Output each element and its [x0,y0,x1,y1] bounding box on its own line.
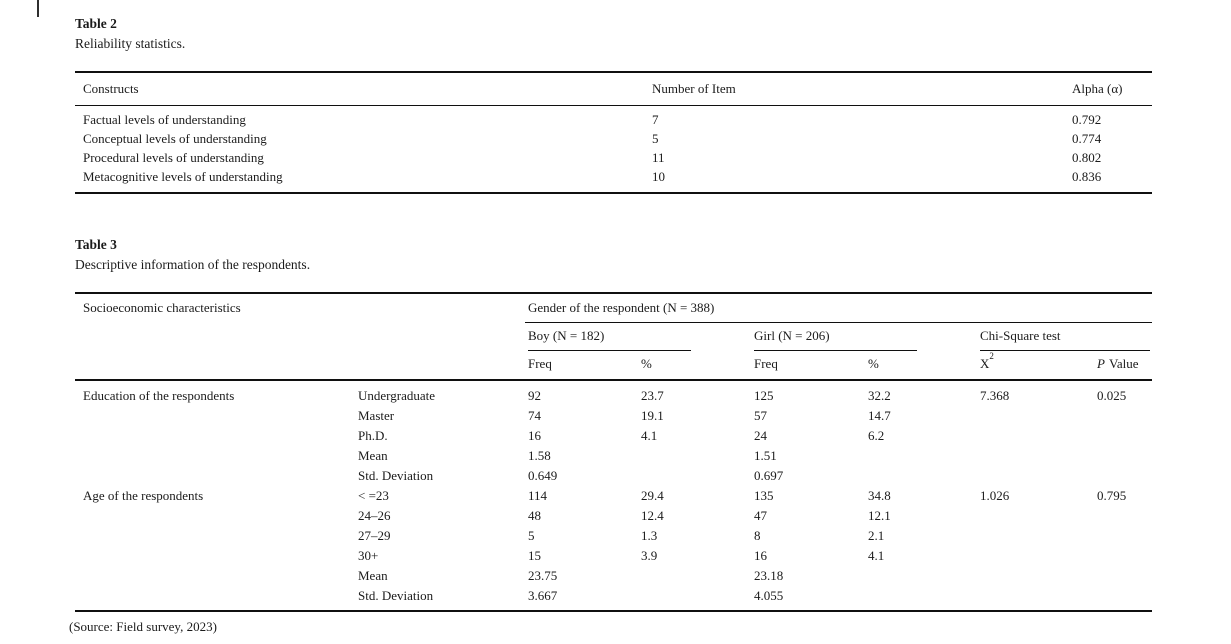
table2-label: Table 2 [75,16,117,31]
cell-x2 [977,426,1094,446]
table3-header-chi-square-stat [977,351,1094,380]
cell-x2: 7.368 [980,388,1010,403]
table-row [75,506,1152,526]
cell-girl-freq: 24 [754,428,767,443]
cell-boy-pct: 19.1 [641,408,664,423]
table-row [75,586,1152,611]
table-row [75,426,1152,446]
table-row [75,526,1152,546]
cell-x2 [977,446,1094,466]
table-row [75,148,1152,167]
table3-header-row-groups [75,323,1152,352]
cell-boy-pct [638,566,751,586]
table3-header-girl-group [751,323,977,352]
cell-boy-freq: 3.667 [528,588,558,603]
table2-reliability-statistics [75,71,1152,194]
cell-x2 [977,406,1094,426]
boy-group-label: Boy (N = 182) [528,328,691,351]
cell-group [75,506,355,526]
table3-descriptive-information [75,292,1152,612]
table-row [75,466,1152,486]
cell-boy-pct: 1.3 [641,528,658,543]
cell-p-value [1094,426,1152,446]
cell-category: Mean [358,448,388,463]
cell-boy-pct: 12.4 [641,508,664,523]
cell-items: 5 [652,131,659,146]
page-corner-mark [37,0,39,17]
table3-header-spacer [355,323,525,352]
x2-superscript: 2 [989,350,994,361]
table-row [75,167,1152,193]
cell-girl-freq: 135 [754,488,774,503]
table-row [75,129,1152,148]
table3-header-spacer [355,293,525,323]
cell-category: Std. Deviation [358,468,434,483]
cell-p-value [1094,406,1152,426]
cell-girl-pct: 4.1 [868,548,885,563]
cell-x2 [977,586,1094,611]
cell-boy-freq: 16 [528,428,541,443]
cell-group [75,546,355,566]
table3-source-note: (Source: Field survey, 2023) [69,619,217,634]
cell-boy-pct: 4.1 [641,428,658,443]
cell-category: Std. Deviation [358,588,434,603]
table-row [75,106,1152,130]
table-row [75,546,1152,566]
cell-girl-pct [865,446,977,466]
cell-x2: 1.026 [980,488,1010,503]
cell-alpha: 0.774 [1072,131,1102,146]
cell-group [75,526,355,546]
cell-boy-freq: 23.75 [528,568,558,583]
cell-boy-freq: 92 [528,388,541,403]
cell-girl-pct: 14.7 [868,408,891,423]
cell-construct: Factual levels of understanding [83,112,246,127]
table2-header-alpha: Alpha (α) [1070,72,1152,106]
cell-boy-pct: 23.7 [641,388,664,403]
cell-items: 10 [652,169,665,184]
cell-group [75,586,355,611]
cell-girl-freq: 0.697 [754,468,784,483]
girl-group-label: Girl (N = 206) [754,328,917,351]
cell-category: Ph.D. [358,428,388,443]
table-row [75,486,1152,506]
cell-group [75,446,355,466]
table-row [75,566,1152,586]
cell-boy-freq: 15 [528,548,541,563]
cell-group [75,566,355,586]
cell-boy-freq: 74 [528,408,541,423]
cell-x2 [977,566,1094,586]
table3-header-row-measures [75,351,1152,380]
table-row [75,446,1152,466]
cell-x2 [977,466,1094,486]
table3-header-gender-group: Gender of the respondent (N = 388) [525,293,1152,323]
cell-construct: Conceptual levels of understanding [83,131,267,146]
table-row [75,380,1152,406]
table3-header-socioeconomic: Socioeconomic characteristics [83,300,241,315]
cell-boy-freq: 114 [528,488,548,503]
cell-girl-pct: 2.1 [868,528,885,543]
chi-square-group-label: Chi-Square test [980,328,1150,351]
cell-group [75,466,355,486]
table3-header-p-value [1094,351,1152,380]
cell-p-value [1094,586,1152,611]
cell-items: 11 [652,150,665,165]
cell-group: Education of the respondents [83,388,235,403]
cell-p-value [1094,526,1152,546]
cell-boy-pct [638,466,751,486]
cell-boy-pct [638,586,751,611]
cell-girl-freq: 16 [754,548,767,563]
cell-girl-pct: 12.1 [868,508,891,523]
cell-category: Mean [358,568,388,583]
cell-girl-pct: 34.8 [868,488,891,503]
cell-items: 7 [652,112,659,127]
cell-category: < =23 [358,488,389,503]
cell-girl-freq: 57 [754,408,767,423]
p-italic: P [1097,356,1105,371]
cell-p-value [1094,446,1152,466]
cell-p-value [1094,506,1152,526]
table3-header-boy-freq: Freq [525,351,638,380]
cell-boy-pct: 29.4 [641,488,664,503]
cell-girl-freq: 1.51 [754,448,777,463]
cell-boy-pct: 3.9 [641,548,658,563]
cell-x2 [977,506,1094,526]
table3-header-girl-freq: Freq [751,351,865,380]
cell-girl-freq: 125 [754,388,774,403]
x2-base: X [980,356,990,371]
table3-header-spacer [355,351,525,380]
cell-girl-pct: 6.2 [868,428,885,443]
cell-x2 [977,526,1094,546]
p-rest: Value [1108,356,1139,371]
table3-header-spacer [75,323,355,352]
table2-header-number-of-item: Number of Item [650,72,1070,106]
cell-boy-freq: 0.649 [528,468,558,483]
table2-header-row [75,72,1152,106]
table3-header-boy-group [525,323,751,352]
cell-boy-freq: 48 [528,508,541,523]
table3-header-spacer [75,351,355,380]
cell-group [75,406,355,426]
cell-girl-pct [865,466,977,486]
table3-header-row-gender [75,293,1152,323]
table2-caption: Reliability statistics. [75,36,186,51]
cell-p-value: 0.795 [1097,488,1127,503]
cell-alpha: 0.836 [1072,169,1102,184]
cell-construct: Metacognitive levels of understanding [83,169,283,184]
cell-boy-freq: 5 [528,528,535,543]
cell-girl-freq: 47 [754,508,767,523]
table3-label: Table 3 [75,237,117,252]
cell-boy-freq: 1.58 [528,448,551,463]
cell-p-value [1094,546,1152,566]
cell-p-value [1094,566,1152,586]
cell-alpha: 0.802 [1072,150,1102,165]
table3-caption: Descriptive information of the respondents. [75,257,311,272]
cell-p-value: 0.025 [1097,388,1127,403]
cell-category: 27–29 [358,528,391,543]
cell-category: 24–26 [358,508,391,523]
table3-header-boy-pct: % [638,351,751,380]
cell-girl-pct [865,566,977,586]
cell-group [75,426,355,446]
table3-header-chi-square-group [977,323,1152,352]
table3-header-girl-pct: % [865,351,977,380]
cell-boy-pct [638,446,751,466]
cell-girl-freq: 8 [754,528,761,543]
cell-girl-pct [865,586,977,611]
cell-category: 30+ [358,548,379,563]
cell-category: Master [358,408,395,423]
table2-header-constructs: Constructs [75,72,650,106]
cell-girl-freq: 4.055 [754,588,784,603]
cell-x2 [977,546,1094,566]
cell-construct: Procedural levels of understanding [83,150,264,165]
cell-girl-pct: 32.2 [868,388,891,403]
cell-category: Undergraduate [358,388,436,403]
cell-p-value [1094,466,1152,486]
cell-group: Age of the respondents [83,488,204,503]
cell-alpha: 0.792 [1072,112,1102,127]
cell-girl-freq: 23.18 [754,568,784,583]
table-row [75,406,1152,426]
page-content [69,0,1152,634]
